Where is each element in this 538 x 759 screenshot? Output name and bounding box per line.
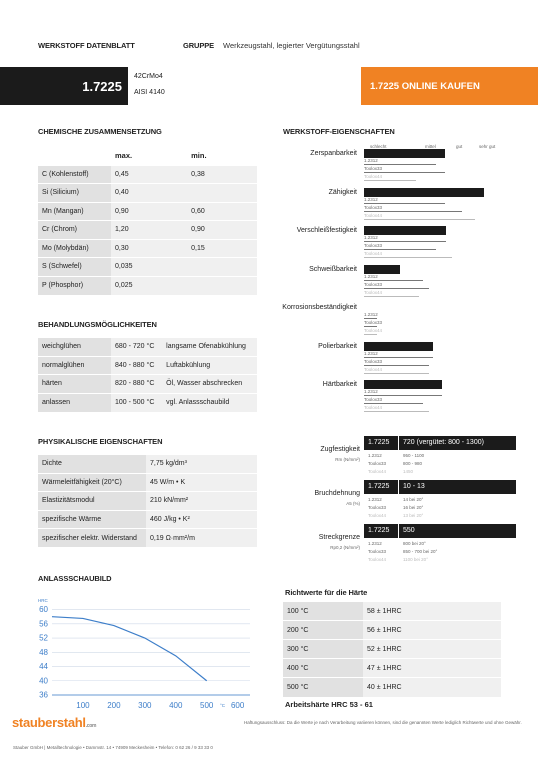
work-hardness: Arbeitshärte HRC 53 - 61 xyxy=(285,700,373,709)
alias-1: 42CrMo4 xyxy=(134,73,163,80)
table-row: P (Phosphor) 0,025 xyxy=(38,276,257,295)
property-bar xyxy=(364,149,445,158)
table-row: Wärmeleitfähigkeit (20°C) 45 W/m • K xyxy=(38,473,257,492)
hard-table xyxy=(283,601,501,697)
chem-col-max: max. xyxy=(111,147,187,166)
compare-label: Toolox33 xyxy=(368,505,387,510)
property-bar xyxy=(364,226,446,235)
compare-label: Toolox44 xyxy=(368,513,387,518)
compare-value: 1100 bei 20° xyxy=(403,557,428,562)
compare-value: 800 bei 20° xyxy=(403,541,426,546)
compare-label: Toolox44 xyxy=(364,328,383,333)
compare-line xyxy=(364,280,423,281)
property-label: Härtbarkeit xyxy=(322,381,357,388)
chart-x-tick: 500 xyxy=(200,701,214,710)
chart-x-tick: 400 xyxy=(169,701,183,710)
compare-label: Toolox44 xyxy=(364,405,383,410)
phys-table xyxy=(38,454,257,547)
hard-title: Richtwerte für die Härte xyxy=(285,588,368,597)
group-value: Werkzeugstahl, legierter Vergütungsstahl xyxy=(223,41,360,50)
compare-label: 1.2312 xyxy=(364,196,378,202)
chem-title: CHEMISCHE ZUSAMMENSETZUNG xyxy=(38,127,162,136)
compare-line xyxy=(364,219,475,220)
compare-line xyxy=(364,288,429,289)
compare-label: 1.2312 xyxy=(368,453,382,458)
chart-series-line xyxy=(52,617,207,681)
chart-y-tick: 56 xyxy=(39,619,48,629)
doc-title: WERKSTOFF DATENBLATT xyxy=(38,41,135,50)
compare-label: Toolox33 xyxy=(368,549,387,554)
compare-label: Toolox44 xyxy=(368,557,387,562)
compare-value: 850 - 700 bei 20° xyxy=(403,549,438,554)
strength-material: 1.7225 xyxy=(368,483,390,490)
strength-value: 550 xyxy=(403,527,415,534)
table-row: S (Schwefel) 0,035 xyxy=(38,258,257,277)
table-row: Mn (Mangan) 0,90 0,60 xyxy=(38,202,257,221)
material-box xyxy=(0,67,128,105)
scale-label: sehr gut xyxy=(479,144,496,149)
strength-label: Streckgrenze xyxy=(318,534,360,541)
compare-value: 1450 xyxy=(403,469,414,474)
table-row: C (Kohlenstoff) 0,45 0,38 xyxy=(38,165,257,184)
compare-label: Toolox33 xyxy=(364,243,383,248)
compare-label: Toolox44 xyxy=(364,251,383,256)
property-bar xyxy=(364,265,400,274)
compare-label: 1.2312 xyxy=(364,235,378,240)
table-row: 500 °C 40 ± 1HRC xyxy=(283,678,501,697)
compare-label: Toolox44 xyxy=(368,469,387,474)
table-row: härten 820 - 880 °C Öl, Wasser abschrecken xyxy=(38,375,257,394)
compare-line xyxy=(364,334,377,335)
strength-value: 720 (vergütet: 800 - 1300) xyxy=(403,439,484,446)
compare-line xyxy=(364,373,429,374)
buy-online-button[interactable] xyxy=(361,67,538,105)
chart-x-tick: 100 xyxy=(76,701,90,710)
table-row: 100 °C 58 ± 1HRC xyxy=(283,602,501,621)
phys-title: PHYSIKALISCHE EIGENSCHAFTEN xyxy=(38,437,163,446)
compare-line xyxy=(364,411,429,412)
strength-unit: A5 (%) xyxy=(346,501,360,506)
compare-line xyxy=(364,180,416,181)
logo-sub: .com xyxy=(85,723,97,729)
compare-line xyxy=(364,249,436,250)
compare-label: Toolox33 xyxy=(364,204,383,210)
strength-divider xyxy=(398,480,399,494)
compare-line xyxy=(364,357,433,358)
compare-label: 1.2312 xyxy=(364,273,378,279)
strength-block xyxy=(290,436,530,571)
compare-label: Toolox44 xyxy=(364,366,383,372)
strength-material: 1.7225 xyxy=(368,439,390,446)
compare-line xyxy=(364,296,419,297)
compare-label: 1.2312 xyxy=(364,158,378,163)
compare-label: Toolox33 xyxy=(364,281,383,287)
compare-line xyxy=(364,211,462,212)
compare-label: Toolox44 xyxy=(364,212,383,218)
strength-value: 10 - 13 xyxy=(403,483,425,490)
treat-title: BEHANDLUNGSMÖGLICHKEITEN xyxy=(38,320,157,329)
property-bar xyxy=(364,188,484,197)
compare-line xyxy=(364,365,429,366)
chem-table xyxy=(38,146,257,295)
chart-y-unit: HRC xyxy=(38,598,48,603)
strength-label: Bruchdehnung xyxy=(314,490,360,497)
strength-label: Zugfestigkeit xyxy=(320,446,360,453)
compare-label: 1.2312 xyxy=(364,312,378,317)
strength-material: 1.7225 xyxy=(368,527,390,534)
chart-x-unit: °C xyxy=(220,703,226,708)
table-row: Cr (Chrom) 1,20 0,90 xyxy=(38,221,257,240)
logo[interactable] xyxy=(12,715,96,730)
property-label: Polierbarkeit xyxy=(318,342,357,350)
compare-line xyxy=(364,164,436,165)
chart-y-tick: 36 xyxy=(39,690,48,700)
compare-label: Toolox44 xyxy=(364,289,383,295)
chart-y-tick: 60 xyxy=(39,605,48,615)
table-row: 200 °C 56 ± 1HRC xyxy=(283,621,501,640)
compare-value: 13 bei 20° xyxy=(403,513,424,518)
compare-value: 14 bei 20° xyxy=(403,497,424,502)
table-row: weichglühen 680 - 720 °C langsame Ofenabkühlung xyxy=(38,338,257,357)
props-block xyxy=(274,150,514,420)
chart-x-tick: 200 xyxy=(107,701,121,710)
compare-line xyxy=(364,257,452,258)
compare-label: 1.2312 xyxy=(364,389,378,394)
property-bar xyxy=(364,342,433,351)
material-number: 1.7225 xyxy=(82,79,122,94)
compare-label: Toolox33 xyxy=(364,358,383,364)
chart-x-tick: 300 xyxy=(138,701,152,710)
table-row: Dichte 7,75 kg/dm³ xyxy=(38,455,257,474)
compare-line xyxy=(364,326,377,327)
compare-label: Toolox33 xyxy=(364,320,383,325)
property-label: Schweißbarkeit xyxy=(309,265,357,273)
compare-value: 800 - 980 xyxy=(403,461,423,466)
strength-unit: Rp0,2 (N/mm²) xyxy=(330,545,360,550)
chart-y-tick: 44 xyxy=(39,662,48,672)
compare-label: Toolox33 xyxy=(368,461,387,466)
anlass-chart xyxy=(30,592,258,717)
footer-address: Stauber GmbH | Metalltechnologie • Dammstr. 14 • 74909 Meckesheim • Telefon: 0 62 26 / 9 33 33 0 xyxy=(13,745,213,750)
table-row: Si (Silicium) 0,40 xyxy=(38,184,257,203)
compare-line xyxy=(364,172,445,173)
scale-label: gut xyxy=(456,144,463,149)
compare-label: Toolox44 xyxy=(364,174,383,179)
chart-y-tick: 40 xyxy=(39,676,48,686)
logo-text: stauberstahl xyxy=(12,715,86,730)
table-row: 300 °C 52 ± 1HRC xyxy=(283,640,501,659)
compare-label: 1.2312 xyxy=(368,541,382,546)
table-row: 400 °C 47 ± 1HRC xyxy=(283,659,501,678)
compare-line xyxy=(364,241,446,242)
table-row: Mo (Molybdän) 0,30 0,15 xyxy=(38,239,257,258)
chart-y-tick: 48 xyxy=(39,647,48,657)
compare-label: 1.2312 xyxy=(364,350,378,356)
table-row: normalglühen 840 - 880 °C Luftabkühlung xyxy=(38,356,257,375)
compare-label: Toolox33 xyxy=(364,166,383,171)
table-row: spezifische Wärme 460 J/kg • K² xyxy=(38,510,257,529)
strength-divider xyxy=(398,524,399,538)
strength-divider xyxy=(398,436,399,450)
treat-table xyxy=(38,337,257,412)
chem-col-min: min. xyxy=(187,147,257,166)
props-title: WERKSTOFF-EIGENSCHAFTEN xyxy=(283,127,395,136)
property-label: Korrosionsbeständigkeit xyxy=(282,304,357,311)
compare-label: Toolox33 xyxy=(364,397,383,402)
strength-unit: Rm (N/mm²) xyxy=(335,457,360,462)
property-label: Zähigkeit xyxy=(328,188,357,196)
compare-label: 1.2312 xyxy=(368,497,382,502)
chart-x-tick: 600 xyxy=(230,701,245,710)
anlass-title: ANLASSSCHAUBILD xyxy=(38,574,112,583)
property-label: Zerspanbarkeit xyxy=(310,150,357,157)
scale-label: mittel xyxy=(425,144,436,149)
compare-value: 950 - 1100 xyxy=(403,453,425,458)
table-row: anlassen 100 - 500 °C vgl. Anlassschaubild xyxy=(38,393,257,412)
compare-line xyxy=(364,395,442,396)
property-bar xyxy=(364,380,442,389)
compare-value: 16 bei 20° xyxy=(403,505,424,510)
scale-label: schlecht xyxy=(370,144,387,149)
buy-online-label: 1.7225 ONLINE KAUFEN xyxy=(370,81,480,92)
compare-line xyxy=(364,403,423,404)
alias-2: AISI 4140 xyxy=(134,89,165,96)
chart-y-tick: 52 xyxy=(39,633,48,643)
table-row: spezifischer elektr. Widerstand 0,19 Ω·mm²/m xyxy=(38,529,257,548)
compare-line xyxy=(364,203,445,204)
footer-disclaimer: Haftungsausschluss: Da die Werte je nach Verarbeitung variieren können, sind die genannten Werte lediglich Richtwerte und ohne Gewähr. xyxy=(244,720,522,725)
compare-line xyxy=(364,318,377,319)
group-label: GRUPPE xyxy=(183,41,215,50)
table-row: Elastizitätsmodul 210 kN/mm² xyxy=(38,492,257,511)
property-label: Verschleißfestigkeit xyxy=(296,227,357,234)
